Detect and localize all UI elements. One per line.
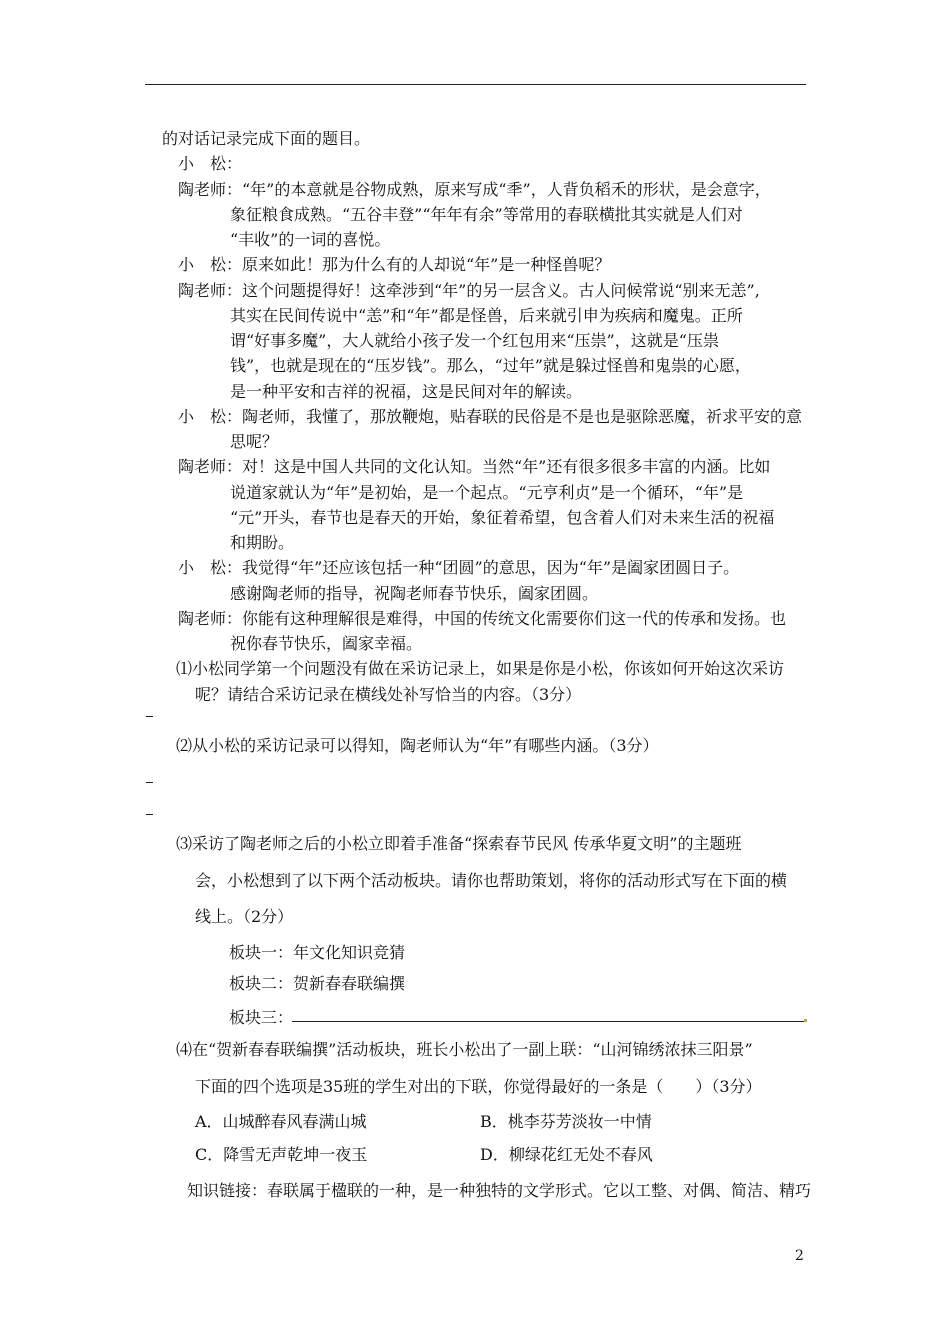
- dialogue-line: 陶老师：对！这是中国人共同的文化认知。当然“年”还有很多很多丰富的内涵。比如: [178, 457, 771, 476]
- dialogue-line: “丰收”的一词的喜悦。: [230, 230, 391, 249]
- dialogue-line: 陶老师：这个问题提得好！这牵涉到“年”的另一层含义。古人问候常说“别来无恙”,: [178, 281, 760, 300]
- mark-dot: [804, 1019, 807, 1022]
- dialogue-line: “元”开头，春节也是春天的开始，象征着希望，包含着人们对未来生活的祝福: [230, 508, 775, 527]
- dialogue-line: 其实在民间传说中“恙”和“年”都是怪兽，后来就引申为疾病和魔鬼。正所: [230, 306, 743, 325]
- dialogue-line: 感谢陶老师的指导，祝陶老师春节快乐，阖家团圆。: [230, 584, 599, 603]
- activity-block-3-label: 板块三：: [229, 1008, 294, 1027]
- question-4-cont: 下面的四个选项是35班的学生对出的下联，你觉得最好的一条是（ ）（3分）: [195, 1077, 762, 1096]
- question-2: ⑵从小松的采访记录可以得知，陶老师认为“年”有哪些内涵。（3分）: [176, 736, 659, 755]
- knowledge-link: 知识链接：春联属于楹联的一种，是一种独特的文学形式。它以工整、对偶、简洁、精巧: [187, 1181, 812, 1200]
- dialogue-line: 是一种平安和吉祥的祝福，这是民间对年的解读。: [230, 382, 583, 401]
- question-4: ⑷在“贺新春春联编撰”活动板块，班长小松出了一副上联：“山河锦绣浓抹三阳景”: [176, 1040, 753, 1059]
- option-b[interactable]: B．桃李芬芳淡妆一中情: [480, 1112, 652, 1131]
- option-d[interactable]: D．柳绿花红无处不春风: [480, 1145, 653, 1164]
- option-a[interactable]: A．山城醉春风春满山城: [195, 1112, 367, 1131]
- text-line: 的对话记录完成下面的题目。: [162, 129, 371, 148]
- page-number: 2: [795, 1248, 804, 1264]
- answer-line-2a[interactable]: [146, 782, 153, 783]
- activity-block-3-blank[interactable]: [292, 1021, 804, 1022]
- dialogue-line: 小 松：陶老师，我懂了，那放鞭炮，贴春联的民俗是不是也是驱除恶魔，祈求平安的意: [178, 407, 803, 426]
- dialogue-line: 陶老师：你能有这种理解很是难得，中国的传统文化需要你们这一代的传承和发扬。也: [178, 609, 787, 628]
- question-3: ⑶采访了陶老师之后的小松立即着手准备“探索春节民风 传承华夏文明”的主题班: [176, 834, 742, 853]
- option-c[interactable]: C．降雪无声乾坤一夜玉: [195, 1145, 368, 1164]
- dialogue-line: 和期盼。: [230, 533, 295, 552]
- question-3-cont: 线上。（2分）: [195, 907, 294, 926]
- dialogue-line: 陶老师：“年”的本意就是谷物成熟，原来写成“秊”，人背负稻禾的形状，是会意字，: [178, 180, 771, 199]
- activity-block-2: 板块二：贺新春春联编撰: [229, 974, 406, 993]
- speaker-label-xiaosong: 小 松：: [178, 154, 243, 173]
- dialogue-line: 谓“好事多魔”，大人就给小孩子发一个红包用来“压祟”，这就是“压祟: [230, 331, 719, 350]
- activity-block-1: 板块一：年文化知识竞猜: [229, 943, 406, 962]
- answer-line-2b[interactable]: [146, 814, 153, 815]
- dialogue-line: 说道家就认为“年”是初始，是一个起点。“元亨利贞”是一个循环，“年”是: [230, 483, 744, 502]
- dialogue-line: 祝你春节快乐，阖家幸福。: [230, 634, 423, 653]
- question-3-cont: 会，小松想到了以下两个活动板块。请你也帮助策划，将你的活动形式写在下面的横: [195, 871, 788, 890]
- header-rule: [145, 84, 806, 85]
- question-1-cont: 呢？请结合采访记录在横线处补写恰当的内容。（3分）: [195, 685, 582, 704]
- answer-line-1[interactable]: [146, 716, 153, 717]
- dialogue-line: 钱”，也就是现在的“压岁钱”。那么，“过年”就是躲过怪兽和鬼祟的心愿，: [230, 356, 751, 375]
- dialogue-line: 思呢？: [230, 432, 279, 451]
- dialogue-line: 象征粮食成熟。“五谷丰登”“年年有余”等常用的春联横批其实就是人们对: [230, 205, 743, 224]
- dialogue-line: 小 松：我觉得“年”还应该包括一种“团圆”的意思，因为“年”是阖家团圆日子。: [178, 558, 740, 577]
- dialogue-line: 小 松：原来如此！那为什么有的人却说“年”是一种怪兽呢？: [178, 255, 611, 274]
- question-1: ⑴小松同学第一个问题没有做在采访记录上，如果是你是小松，你该如何开始这次采访: [176, 659, 785, 678]
